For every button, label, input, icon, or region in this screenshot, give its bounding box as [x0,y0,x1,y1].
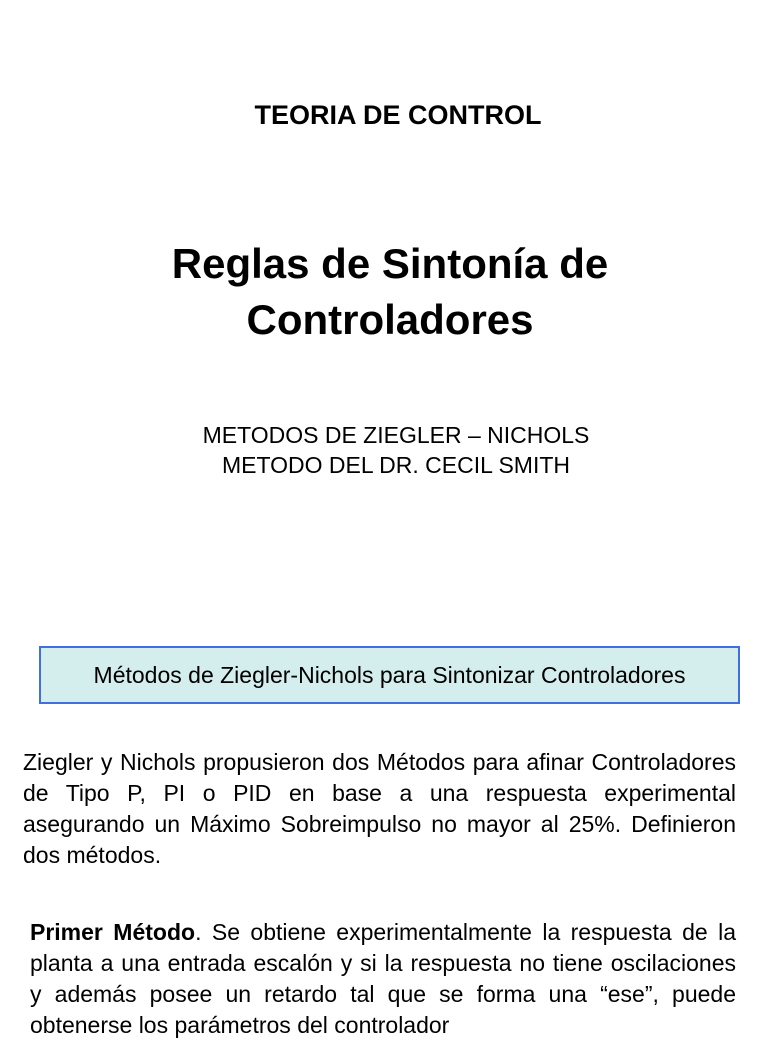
course-title: TEORIA DE CONTROL [254,100,542,130]
subtitle-ziegler-nichols: METODOS DE ZIEGLER – NICHOLS [202,422,590,448]
main-title-line-2: Controladores [246,296,534,343]
first-method-label: Primer Método [30,919,196,945]
section-heading-box [39,646,740,704]
first-method-paragraph [30,917,736,1041]
subtitle-cecil-smith: METODO DEL DR. CECIL SMITH [221,452,571,478]
main-title [0,236,768,348]
main-title-line-1: Reglas de Sintonía de [171,240,609,287]
first-method-text: . Se obtiene experimentalmente la respuesta de la planta a una entrada escalón y si la respuesta no tiene oscilaciones y además posee un retardo tal que se forma una “ese”, puede obtenerse los parámetros del controlador [30,919,736,1038]
subtitles [0,420,768,480]
section-heading: Métodos de Ziegler-Nichols para Sintonizar Controladores [93,661,686,688]
intro-paragraph: Ziegler y Nichols propusieron dos Métodos para afinar Controladores de Tipo P, PI o PID en base a una respuesta experimental asegurando un Máximo Sobreimpulso no mayor al 25%. Definieron dos métodos. [23,749,736,868]
